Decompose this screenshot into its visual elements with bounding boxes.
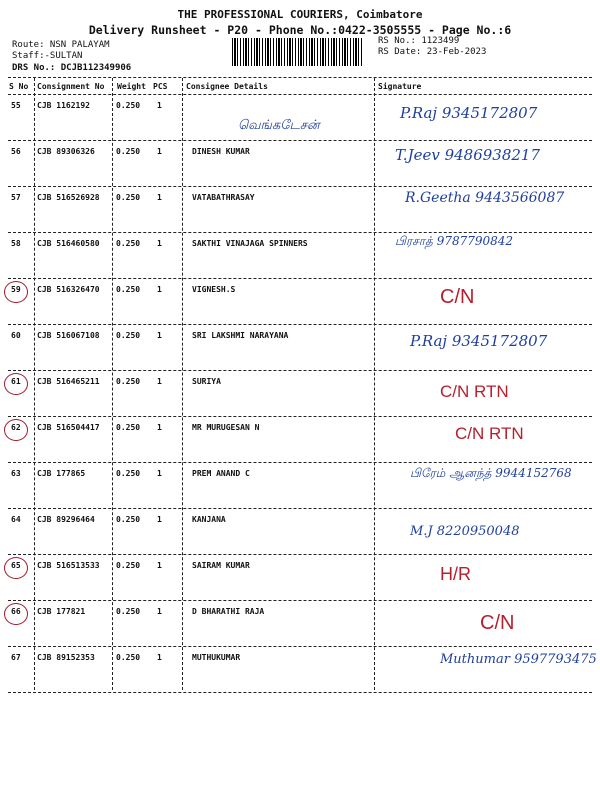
row-signature: M.J 8220950048 xyxy=(410,524,520,539)
row-pcs: 1 xyxy=(157,193,162,202)
row-sno: 63 xyxy=(11,469,21,478)
row-consignment-no: CJB 516504417 xyxy=(37,423,100,432)
table-header-rule xyxy=(8,94,592,95)
circle-mark xyxy=(4,281,28,303)
row-divider xyxy=(8,600,592,601)
col-header-pcs: PCS xyxy=(153,82,168,91)
table-top-rule xyxy=(8,77,592,78)
row-sno: 56 xyxy=(11,147,21,156)
row-weight: 0.250 xyxy=(116,331,141,340)
rs-number: RS No.: 1123499 xyxy=(378,36,460,46)
row-signature-name: வெங்கடேசன் xyxy=(238,118,320,133)
row-consignee: PREM ANAND C xyxy=(192,469,250,478)
col-header-consignee: Consignee Details xyxy=(186,82,268,91)
circle-mark xyxy=(4,419,28,441)
row-weight: 0.250 xyxy=(116,607,141,616)
row-weight: 0.250 xyxy=(116,561,141,570)
staff-label: Staff:-SULTAN xyxy=(12,51,83,61)
row-consignment-no: CJB 89296464 xyxy=(37,515,95,524)
row-pcs: 1 xyxy=(157,285,162,294)
row-divider xyxy=(8,370,592,371)
row-signature: C/N xyxy=(440,286,475,308)
row-consignment-no: CJB 516460580 xyxy=(37,239,100,248)
row-consignment-no: CJB 89306326 xyxy=(37,147,95,156)
drs-number: DRS No.: DCJB112349906 xyxy=(12,63,132,73)
col-header-weight: Weight xyxy=(117,82,146,91)
row-pcs: 1 xyxy=(157,239,162,248)
col-divider xyxy=(34,78,35,690)
row-sno: 58 xyxy=(11,239,21,248)
row-signature: C/N RTN xyxy=(455,424,524,443)
row-pcs: 1 xyxy=(157,469,162,478)
row-consignee: VIGNESH.S xyxy=(192,285,236,294)
company-title: THE PROFESSIONAL COURIERS, Coimbatore xyxy=(177,8,423,21)
row-pcs: 1 xyxy=(157,377,162,386)
row-sno: 66 xyxy=(11,607,21,616)
row-sno: 64 xyxy=(11,515,21,524)
barcode xyxy=(232,38,362,66)
row-pcs: 1 xyxy=(157,331,162,340)
row-sno: 60 xyxy=(11,331,21,340)
row-signature: C/N RTN xyxy=(440,382,509,401)
row-sno: 67 xyxy=(11,653,21,662)
row-sno: 61 xyxy=(11,377,21,386)
row-consignee: VATABATHRASAY xyxy=(192,193,255,202)
row-divider xyxy=(8,692,592,693)
row-weight: 0.250 xyxy=(116,239,141,248)
row-pcs: 1 xyxy=(157,423,162,432)
row-divider xyxy=(8,232,592,233)
row-weight: 0.250 xyxy=(116,515,141,524)
row-divider xyxy=(8,140,592,141)
row-consignment-no: CJB 516067108 xyxy=(37,331,100,340)
row-signature: C/N xyxy=(480,612,515,634)
row-pcs: 1 xyxy=(157,515,162,524)
row-signature: R.Geetha 9443566087 xyxy=(405,190,565,206)
row-consignment-no: CJB 516326470 xyxy=(37,285,100,294)
row-consignee: MUTHUKUMAR xyxy=(192,653,241,662)
row-consignment-no: CJB 89152353 xyxy=(37,653,95,662)
col-divider xyxy=(182,78,183,690)
col-divider xyxy=(112,78,113,690)
row-consignee: SAKTHI VINAJAGA SPINNERS xyxy=(192,239,308,248)
row-weight: 0.250 xyxy=(116,147,141,156)
row-weight: 0.250 xyxy=(116,469,141,478)
row-pcs: 1 xyxy=(157,147,162,156)
row-consignment-no: CJB 177821 xyxy=(37,607,86,616)
row-consignment-no: CJB 177865 xyxy=(37,469,86,478)
row-pcs: 1 xyxy=(157,607,162,616)
row-consignee: MR MURUGESAN N xyxy=(192,423,260,432)
row-sno: 59 xyxy=(11,285,21,294)
row-sno: 57 xyxy=(11,193,21,202)
row-consignment-no: CJB 1162192 xyxy=(37,101,90,110)
row-pcs: 1 xyxy=(157,101,162,110)
rs-date: RS Date: 23-Feb-2023 xyxy=(378,47,487,57)
row-signature: Muthumar 9597793475 xyxy=(440,652,597,667)
row-consignee: SURIYA xyxy=(192,377,221,386)
row-signature: P.Raj 9345172807 xyxy=(410,332,548,350)
row-sno: 62 xyxy=(11,423,21,432)
row-sno: 55 xyxy=(11,101,21,110)
row-signature: H/R xyxy=(440,564,471,584)
row-divider xyxy=(8,416,592,417)
row-consignee: SRI LAKSHMI NARAYANA xyxy=(192,331,289,340)
col-header-sno: S No xyxy=(9,82,29,91)
row-pcs: 1 xyxy=(157,653,162,662)
row-weight: 0.250 xyxy=(116,193,141,202)
circle-mark xyxy=(4,373,28,395)
row-signature: பிரேம் ஆனந்த் 9944152768 xyxy=(410,466,572,480)
row-signature: P.Raj 9345172807 xyxy=(400,104,538,122)
row-consignee: D BHARATHI RAJA xyxy=(192,607,265,616)
col-divider xyxy=(374,78,375,690)
row-divider xyxy=(8,646,592,647)
row-consignment-no: CJB 516526928 xyxy=(37,193,100,202)
row-consignee: DINESH KUMAR xyxy=(192,147,250,156)
row-weight: 0.250 xyxy=(116,285,141,294)
col-header-signature: Signature xyxy=(378,82,422,91)
route-label: Route: NSN PALAYAM xyxy=(12,40,110,50)
row-weight: 0.250 xyxy=(116,653,141,662)
row-consignment-no: CJB 516513533 xyxy=(37,561,100,570)
row-divider xyxy=(8,278,592,279)
row-divider xyxy=(8,324,592,325)
row-consignee: SAIRAM KUMAR xyxy=(192,561,250,570)
row-divider xyxy=(8,508,592,509)
row-divider xyxy=(8,462,592,463)
row-signature: T.Jeev 9486938217 xyxy=(395,146,541,164)
row-signature: பிரசாத் 9787790842 xyxy=(395,234,514,248)
row-weight: 0.250 xyxy=(116,423,141,432)
row-weight: 0.250 xyxy=(116,101,141,110)
row-divider xyxy=(8,186,592,187)
row-divider xyxy=(8,554,592,555)
circle-mark xyxy=(4,557,28,579)
circle-mark xyxy=(4,603,28,625)
row-weight: 0.250 xyxy=(116,377,141,386)
col-header-consignment: Consignment No xyxy=(37,82,105,91)
row-consignment-no: CJB 516465211 xyxy=(37,377,100,386)
row-sno: 65 xyxy=(11,561,21,570)
row-pcs: 1 xyxy=(157,561,162,570)
runsheet-title: Delivery Runsheet - P20 - Phone No.:0422-3505555 - Page No.:6 xyxy=(88,23,512,37)
row-consignee: KANJANA xyxy=(192,515,226,524)
